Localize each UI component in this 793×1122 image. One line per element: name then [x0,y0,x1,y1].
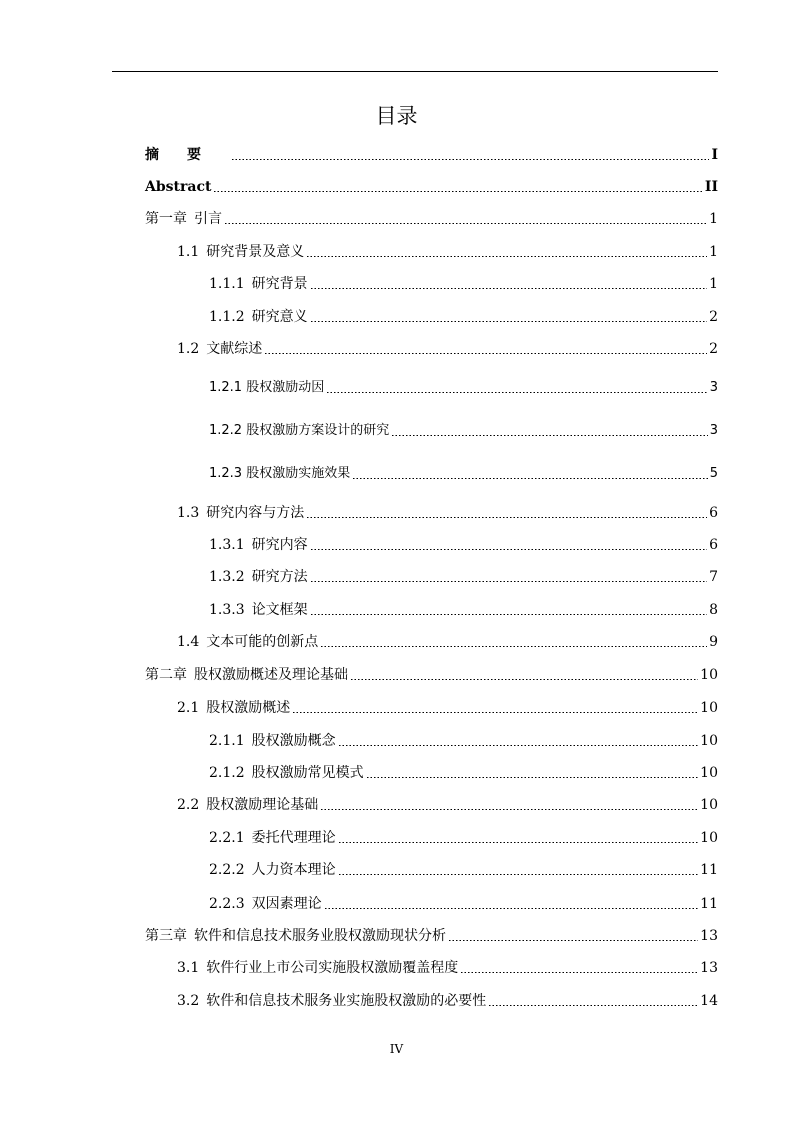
toc-entry-title: 双因素理论 [251,896,322,912]
toc-leader-dots [350,679,698,680]
toc-entry-number: 第二章 [145,667,187,683]
toc-entry-section-1-1[interactable] [177,242,718,262]
toc-entry-page: 6 [709,537,718,553]
toc-entry-number: 2.2.2 [209,862,245,878]
toc-entry-number: 1.1.1 [209,276,245,292]
toc-entry-title: 1.2.1 股权激励动因 [209,380,325,395]
toc-entry-title: 文本可能的创新点 [206,634,319,650]
toc-leader-dots [326,392,708,393]
toc-leader-dots [320,809,698,810]
toc-leader-dots [306,517,707,518]
toc-entry-title: 软件行业上市公司实施股权激励覆盖程度 [206,960,459,976]
toc-leader-dots [310,581,707,582]
toc-entry-number: 1.3.2 [209,569,245,585]
toc-entry-number: 1.1 [177,244,200,260]
toc-entry-title: 文献综述 [206,341,263,357]
toc-entry-number: 第三章 [145,928,187,944]
toc-entry-number: 2.2.3 [209,896,245,912]
toc-leader-dots [264,353,707,354]
toc-leader-dots [292,712,698,713]
toc-leader-dots [448,940,698,941]
toc-entry-section-1-3-2[interactable] [209,567,718,587]
toc-entry-title: 研究内容与方法 [206,505,305,521]
toc-entry-page: 3 [709,380,718,395]
toc-entry-section-1-4[interactable] [177,632,718,652]
toc-leader-dots [391,435,708,436]
toc-entry-title: 研究方法 [251,569,308,585]
toc-entry-number: 2.2 [177,797,200,813]
toc-entry-number: 3.2 [177,993,200,1009]
toc-entry-title: 1.2.3 股权激励实施效果 [209,466,351,481]
toc-entry-page: 10 [700,765,718,781]
toc-entry-title: 股权激励常见模式 [251,765,364,781]
toc-entry-chapter-2[interactable] [145,665,718,685]
toc-entry-title: 1.2.2 股权激励方案设计的研究 [209,423,390,438]
toc-entry-section-2-1-2[interactable] [209,763,718,783]
toc-entry-number: 1.3 [177,505,200,521]
toc-entry-title: 软件和信息技术服务业实施股权激励的必要性 [206,993,487,1009]
toc-entry-title: 摘要 [145,147,229,163]
toc-entry-section-1-2-2[interactable] [209,421,718,441]
toc-entry-number: 1.2 [177,341,200,357]
toc-entry-number: 3.1 [177,960,200,976]
toc-leader-dots [352,478,708,479]
toc-leader-dots [460,972,698,973]
toc-entry-page: 2 [709,341,718,357]
toc-entry-number: 1.1.2 [209,309,245,325]
toc-entry-page: 9 [709,634,718,650]
toc-leader-dots [310,549,707,550]
toc-entry-section-2-2-2[interactable] [209,860,718,880]
toc-entry-section-1-1-1[interactable] [209,274,718,294]
toc-entry-number: 第一章 [145,211,187,227]
toc-leader-dots [338,842,699,843]
toc-entry-title: 委托代理理论 [251,830,336,846]
toc-entry-number: 2.1.2 [209,765,245,781]
toc-entry-section-2-2-1[interactable] [209,828,718,848]
toc-entry-number: 1.3.1 [209,537,245,553]
toc-entry-page: 8 [709,602,718,618]
toc-entry-title: 研究背景 [251,276,308,292]
toc-entry-title: 研究意义 [251,309,308,325]
toc-leader-dots [224,223,707,224]
toc-leader-dots [213,191,702,192]
toc-entry-page: 6 [709,505,718,521]
toc-entry-abstract-cn[interactable] [145,145,718,165]
toc-entry-section-1-3-1[interactable] [209,535,718,555]
toc-entry-page: I [711,147,718,163]
toc-entry-title: 引言 [194,211,222,227]
toc-entry-section-3-2[interactable] [177,991,718,1011]
toc-entry-section-2-1[interactable] [177,698,718,718]
toc-leader-dots [338,745,699,746]
toc-entry-page: 11 [700,896,718,912]
toc-entry-number: 2.1 [177,700,200,716]
toc-entry-number: 1.4 [177,634,200,650]
toc-title: 目录 [375,104,418,128]
toc-entry-page: 3 [709,423,718,438]
toc-leader-dots [488,1005,698,1006]
toc-entry-title: 软件和信息技术服务业股权激励现状分析 [194,928,446,944]
toc-leader-dots [310,288,707,289]
toc-leader-dots [338,874,699,875]
toc-entry-page: II [704,179,718,195]
toc-entry-chapter-3[interactable] [145,926,718,946]
toc-entry-section-2-2[interactable] [177,795,718,815]
toc-entry-section-1-2-3[interactable] [209,464,718,484]
toc-entry-title: 股权激励概述及理论基础 [194,667,348,683]
toc-entry-page: 5 [709,466,718,481]
toc-entry-section-1-1-2[interactable] [209,307,718,327]
toc-entry-section-2-1-1[interactable] [209,731,718,751]
toc-entry-section-1-3[interactable] [177,503,718,523]
toc-entry-title: 论文框架 [251,602,308,618]
toc-entry-title: 人力资本理论 [251,862,336,878]
toc-leader-dots [231,159,709,160]
toc-leader-dots [306,256,707,257]
toc-entry-section-3-1[interactable] [177,958,718,978]
toc-entry-section-1-3-3[interactable] [209,600,718,620]
toc-leader-dots [366,777,699,778]
toc-entry-number: 2.1.1 [209,733,245,749]
toc-entry-page: 11 [700,862,718,878]
toc-entry-number: 2.2.1 [209,830,245,846]
toc-entry-page: 1 [709,276,718,292]
toc-entry-chapter-1[interactable] [145,209,718,229]
toc-entry-page: 13 [700,960,718,976]
toc-leader-dots [310,321,707,322]
toc-entry-page: 7 [709,569,718,585]
toc-leader-dots [320,646,707,647]
toc-entry-page: 10 [700,797,718,813]
toc-entry-section-2-2-3[interactable] [209,894,718,914]
toc-entry-page: 10 [700,667,718,683]
toc-entry-page: 1 [709,211,718,227]
toc-entry-title: Abstract [145,179,212,195]
toc-entry-section-1-2-1[interactable] [209,378,718,398]
toc-entry-title: 研究背景及意义 [206,244,305,260]
toc-leader-dots [310,614,707,615]
toc-entry-title: 股权激励概念 [251,733,336,749]
toc-entry-section-1-2[interactable] [177,339,718,359]
toc-entry-number: 1.3.3 [209,602,245,618]
toc-leader-dots [324,908,699,909]
toc-entry-page: 13 [700,928,718,944]
page-number: IV [389,1042,404,1056]
toc-entry-page: 2 [709,309,718,325]
toc-entry-title: 股权激励概述 [206,700,291,716]
toc-entry-page: 1 [709,244,718,260]
toc-entry-title: 研究内容 [251,537,308,553]
toc-entry-title: 股权激励理论基础 [206,797,319,813]
toc-entry-abstract-en[interactable] [145,177,718,197]
toc-entry-page: 14 [700,993,718,1009]
toc-entry-page: 10 [700,700,718,716]
toc-entry-page: 10 [700,733,718,749]
toc-entry-page: 10 [700,830,718,846]
